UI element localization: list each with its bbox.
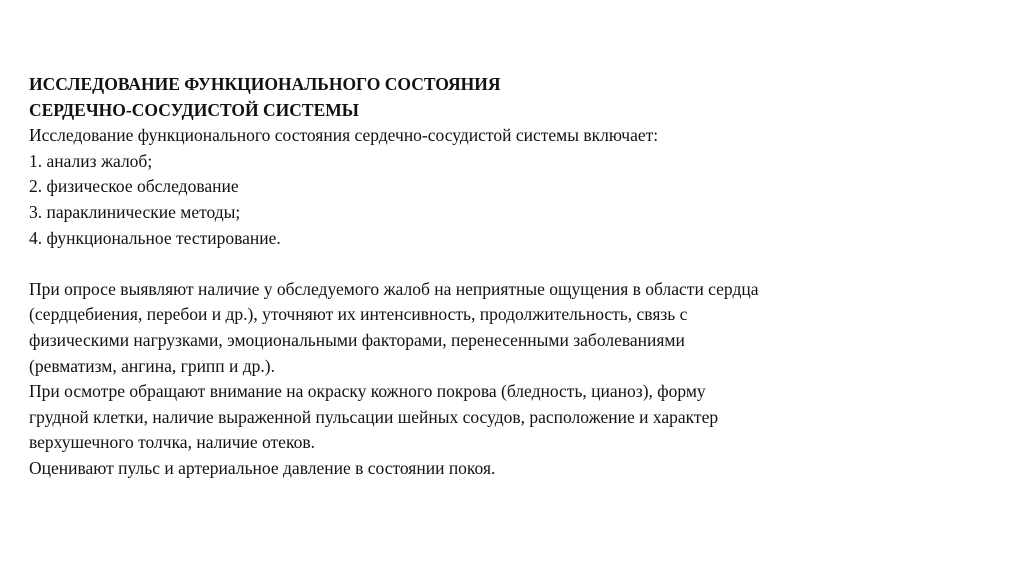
title-line-1: ИССЛЕДОВАНИЕ ФУНКЦИОНАЛЬНОГО СОСТОЯНИЯ [29,74,501,94]
list-item-4: 4. функциональное тестирование. [29,227,281,248]
paragraph3-line-1: Оценивают пульс и артериальное давление в состоянии покоя. [29,457,496,478]
paragraph1-line-2: (сердцебиения, перебои и др.), уточняют их интенсивность, продолжительность, связь с [29,304,688,325]
paragraph2-line-2: грудной клетки, наличие выраженной пульсации шейных сосудов, расположение и характер [29,406,719,427]
paragraph2-line-3: верхушечного толчка, наличие отеков. [29,432,315,453]
paragraph1-line-4: (ревматизм, ангина, грипп и др.). [29,355,276,376]
list-item-2: 2. физическое обследование [29,176,239,197]
paragraph1-line-3: физическими нагрузками, эмоциональными факторами, перенесенными заболеваниями [29,329,685,350]
paragraph2-line-1: При осмотре обращают внимание на окраску кожного покрова (бледность, цианоз), форму [29,381,706,402]
title-line-2: СЕРДЕЧНО-СОСУДИСТОЙ СИСТЕМЫ [29,99,359,120]
paragraph1-line-1: При опросе выявляют наличие у обследуемого жалоб на неприятные ощущения в области сердца [29,278,759,299]
intro-text: Исследование функционального состояния сердечно-сосудистой системы включает: [29,125,659,146]
list-item-3: 3. параклинические методы; [29,201,241,222]
list-item-1: 1. анализ жалоб; [29,150,153,171]
paragraph-spacer [29,251,989,277]
slide-content [29,72,989,482]
